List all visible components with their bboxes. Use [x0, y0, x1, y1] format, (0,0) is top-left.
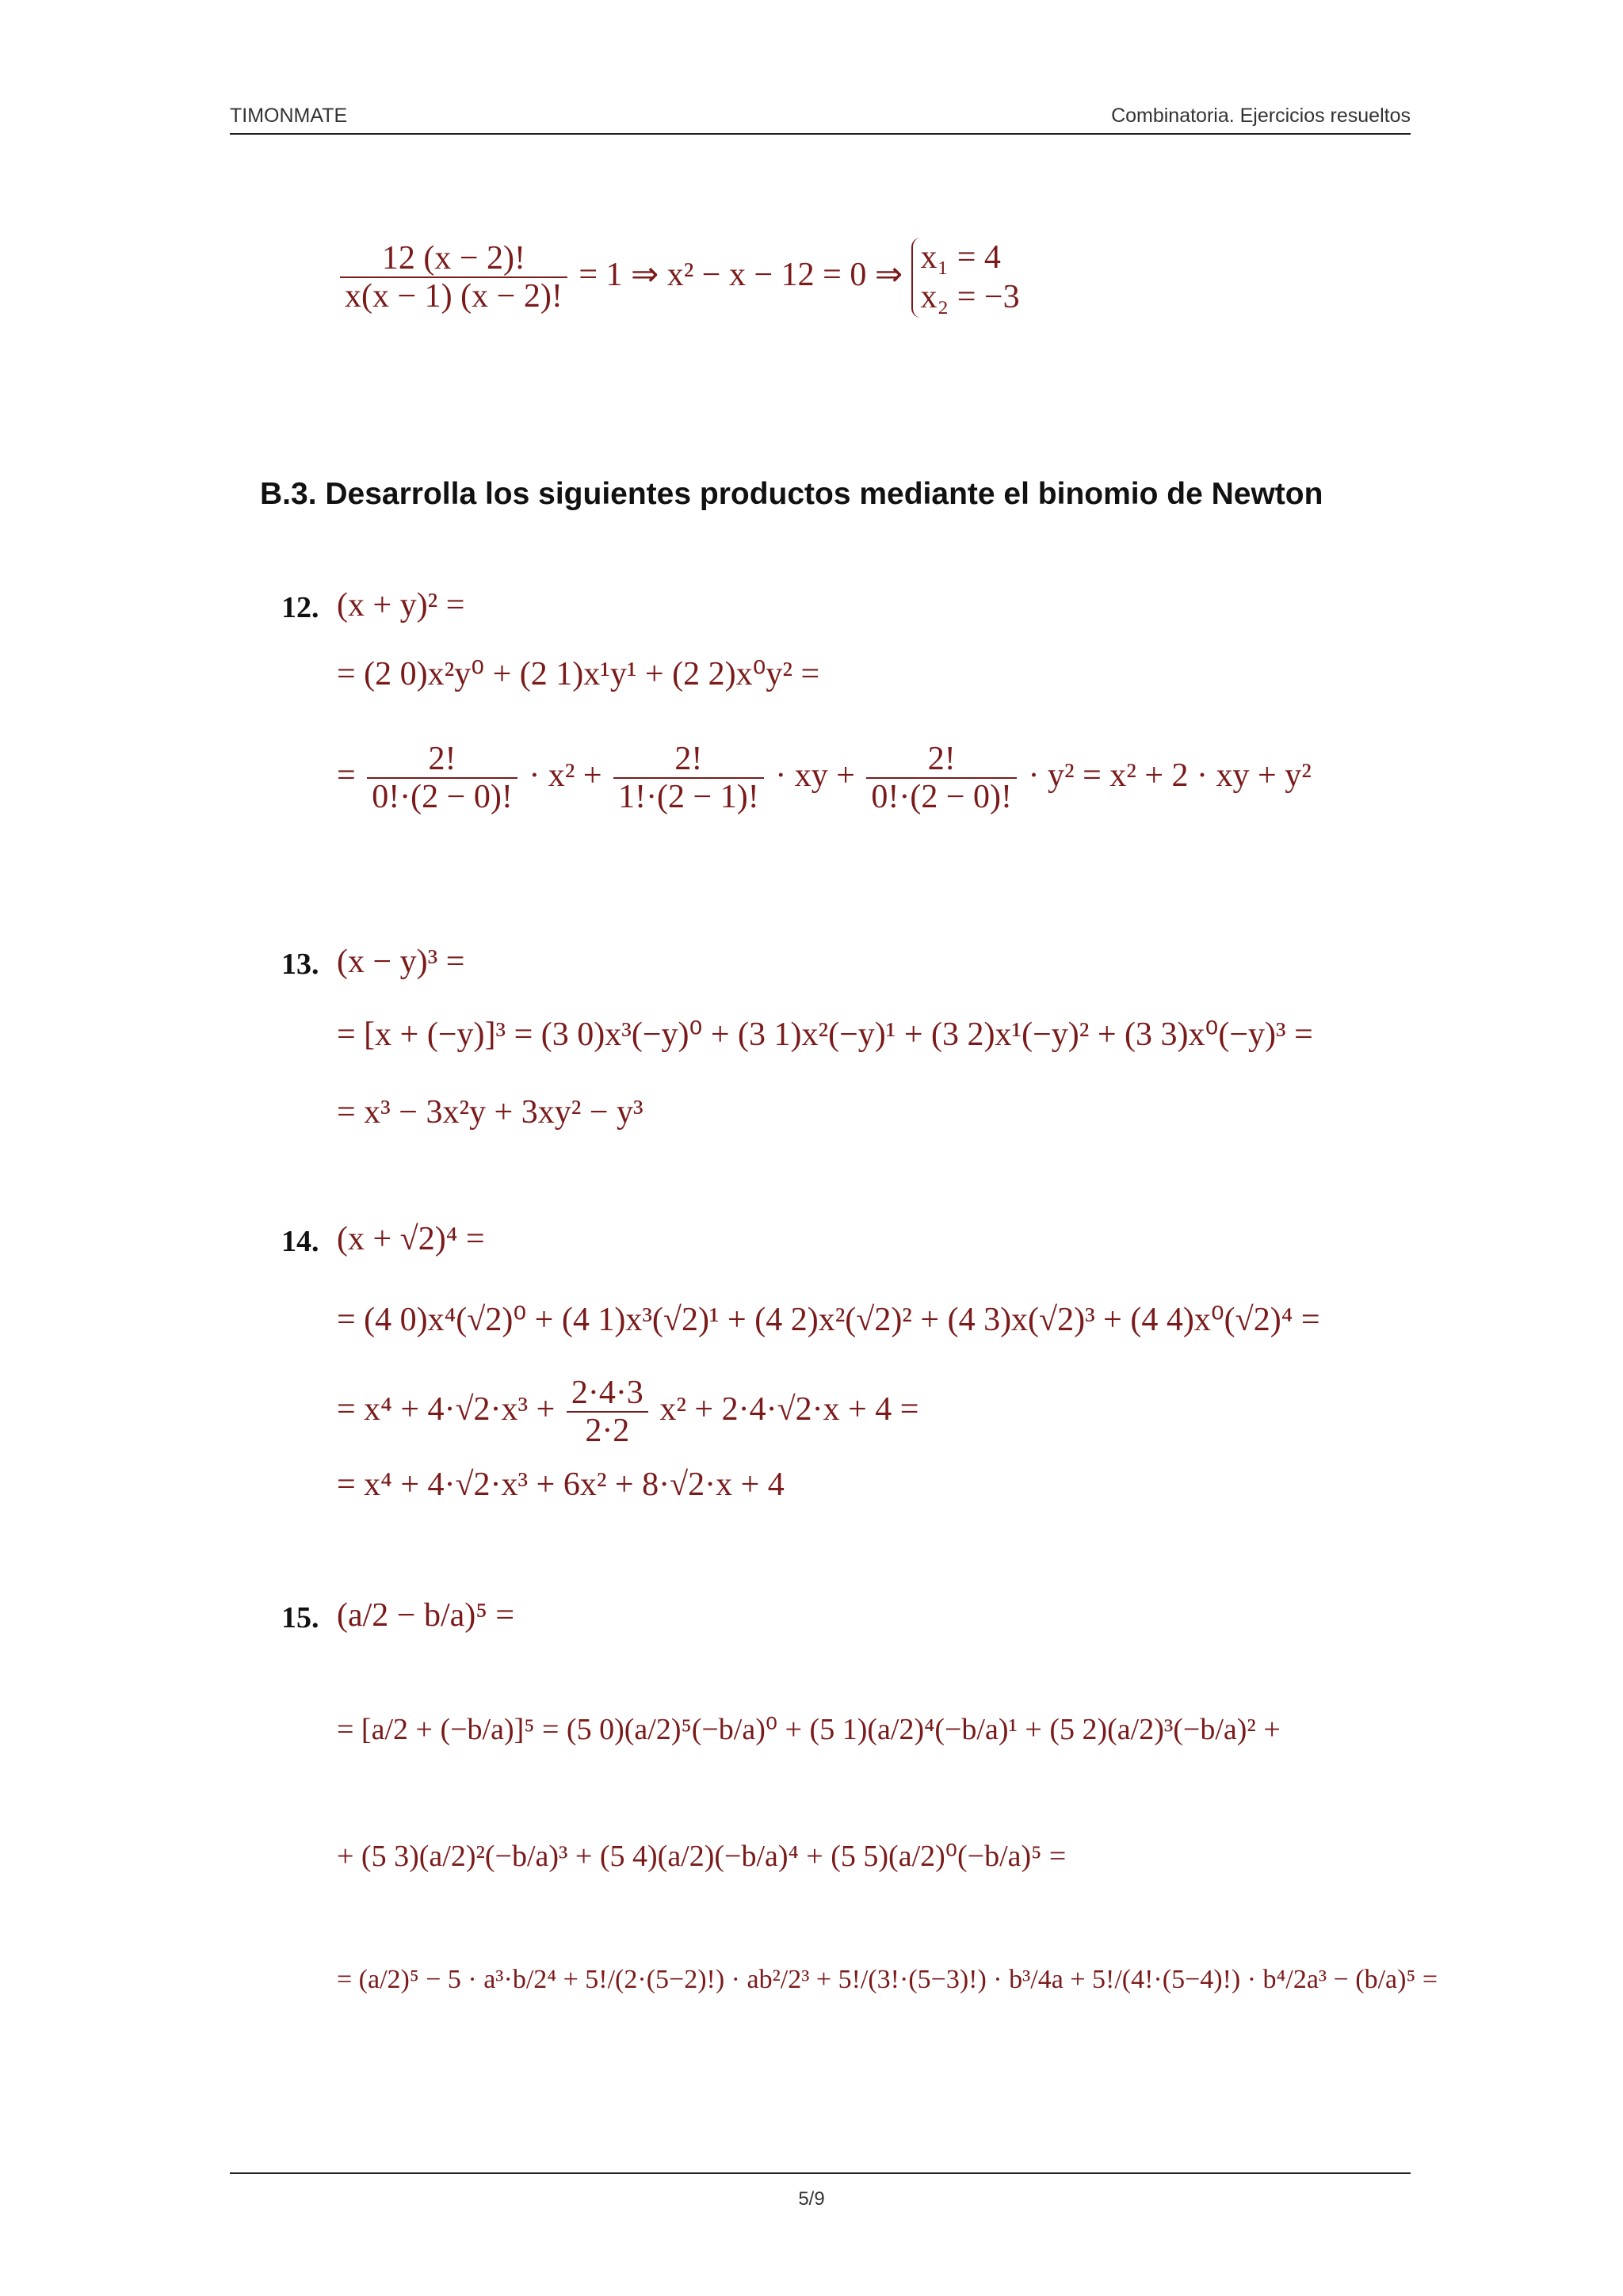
ex14-line1: = (4 0)x⁴(√2)⁰ + (4 1)x³(√2)¹ + (4 2)x²(√2)² + (4 3)x(√2)³ + (4 4)x⁰(√2)⁴ = — [337, 1302, 1320, 1338]
footer-rule — [230, 2172, 1411, 2174]
ex12-expr: (x + y)² = — [337, 587, 465, 624]
ex12-t3: · y² = x² + 2 · xy + y² — [1028, 757, 1312, 794]
ex14-number: 14. — [281, 1225, 319, 1258]
ex12-f3-den: 0!·(2 − 0)! — [871, 779, 1013, 816]
top-equation-rest: = 1 ⇒ x² − x − 12 = 0 ⇒ — [579, 257, 903, 294]
top-fraction — [340, 240, 567, 315]
ex13-line1: = [x + (−y)]³ = (3 0)x³(−y)⁰ + (3 1)x²(−y)¹ + (3 2)x¹(−y)² + (3 3)x⁰(−y)³ = — [337, 1016, 1313, 1053]
ex12-f1-num: 2! — [367, 741, 517, 779]
ex12-line1: = (2 0)x²y⁰ + (2 1)x¹y¹ + (2 2)x⁰y² = — [337, 656, 820, 692]
ex13-expr: (x − y)³ = — [337, 944, 465, 980]
ex15-expr: (a/2 − b/a)⁵ = — [337, 1597, 515, 1634]
ex13-number: 13. — [281, 948, 319, 981]
header-rule — [230, 133, 1411, 135]
top-equation — [337, 238, 1020, 318]
solution-system — [911, 238, 1020, 318]
ex15-number: 15. — [281, 1601, 319, 1634]
top-fraction-den: x(x − 1) (x − 2)! — [345, 278, 563, 315]
header-left: TIMONMATE — [230, 105, 348, 127]
solution-2: x₂ = −3 — [920, 279, 1020, 316]
section-title: B.3. Desarrolla los siguientes productos mediante el binomio de Newton — [260, 477, 1323, 511]
ex14-line2 — [337, 1375, 918, 1449]
ex12-f2-num: 2! — [613, 741, 764, 779]
top-fraction-num: 12 (x − 2)! — [340, 240, 567, 278]
ex14-l2a: = x⁴ + 4·√2·x³ + — [337, 1390, 556, 1428]
ex14-l2b: x² + 2·4·√2·x + 4 = — [659, 1390, 919, 1428]
ex15-line3: = (a/2)⁵ − 5 · a³·b/2⁴ + 5!/(2·(5−2)!) · ab²/2³ + 5!/(3!·(5−3)!) · b³/4a + 5!/(4!·(5−4)!) · b⁴/2a³ − (b/a)⁵ = — [337, 1965, 1438, 1994]
ex12-f2-den: 1!·(2 − 1)! — [618, 779, 759, 816]
ex12-t2: · xy + — [775, 757, 855, 794]
page-number: 5/9 — [798, 2188, 825, 2210]
ex14-line3: = x⁴ + 4·√2·x³ + 6x² + 8·√2·x + 4 — [337, 1466, 785, 1503]
ex14-frac-den: 2·2 — [585, 1413, 630, 1450]
ex12-f1-den: 0!·(2 − 0)! — [372, 779, 513, 816]
ex12-number: 12. — [281, 591, 319, 624]
ex14-frac-num: 2·4·3 — [567, 1375, 648, 1413]
ex12-f3-num: 2! — [866, 741, 1017, 779]
ex15-line2: + (5 3)(a/2)²(−b/a)³ + (5 4)(a/2)(−b/a)⁴ + (5 5)(a/2)⁰(−b/a)⁵ = — [337, 1840, 1067, 1873]
ex12-t1: · x² + — [529, 757, 602, 794]
ex13-line2: = x³ − 3x²y + 3xy² − y³ — [337, 1094, 643, 1131]
ex12-line2: = $\frac{2!}{0!\cdot(2 - 0)!}$ · x² + $\frac{2!}{1!\cdot(2 - 1)!}$ · xy + $\frac{2!}{0!\cdot(2 - 0)!}$ · y² = x² + 2 · xy + y² — [337, 741, 1312, 816]
ex15-line1: = [a/2 + (−b/a)]⁵ = (5 0)(a/2)⁵(−b/a)⁰ + (5 1)(a/2)⁴(−b/a)¹ + (5 2)(a/2)³(−b/a)² + — [337, 1713, 1281, 1746]
header-right: Combinatoria. Ejercicios resueltos — [1111, 105, 1411, 127]
ex14-expr: (x + √2)⁴ = — [337, 1221, 485, 1257]
solution-1: x₁ = 4 — [920, 239, 1001, 276]
